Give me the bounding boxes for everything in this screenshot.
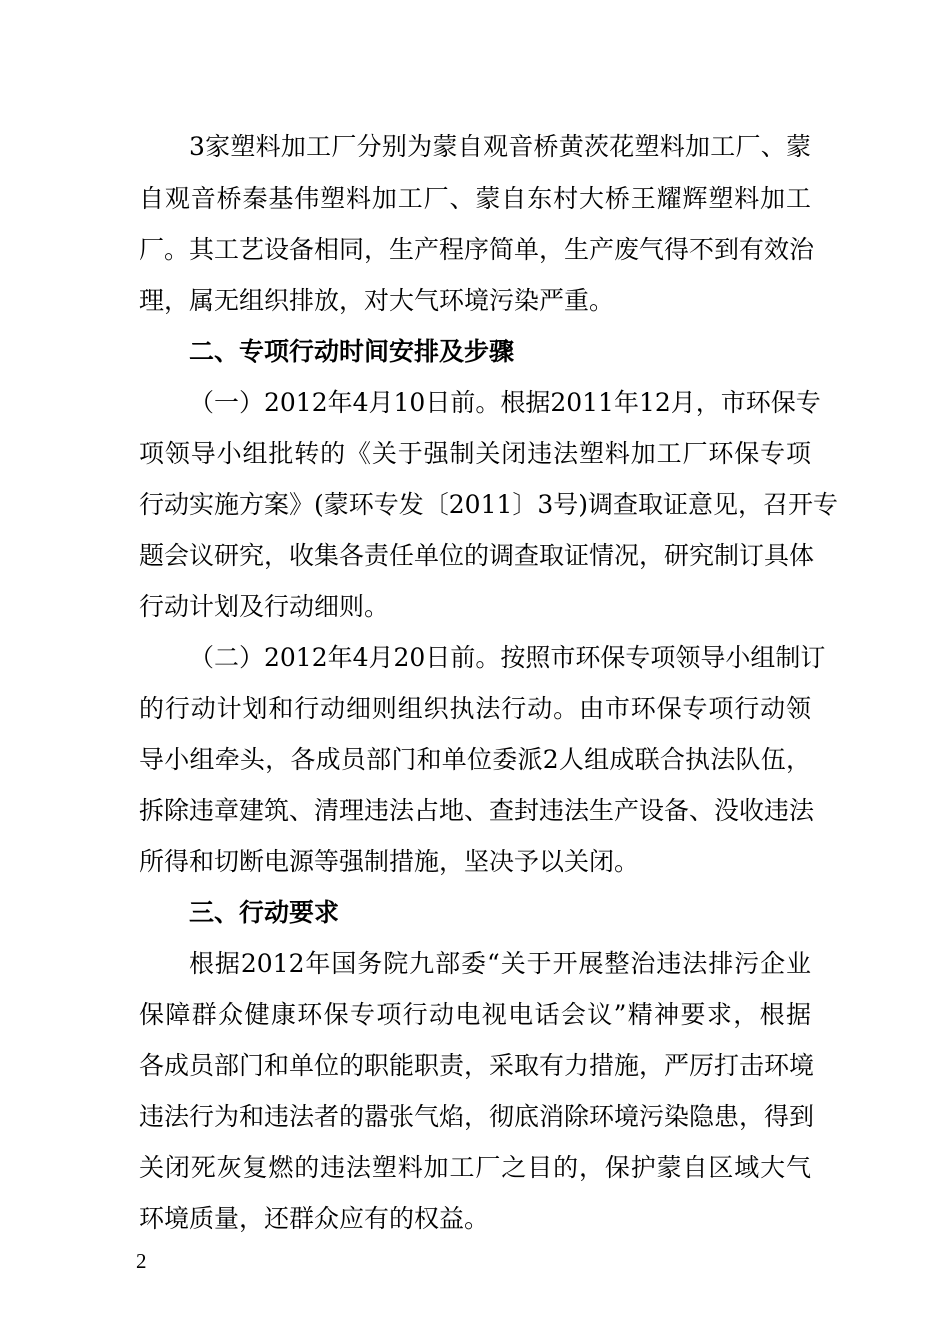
paragraph-3-line-3: 导小组牵头，各成员部门和单位委派2人组成联合执法队伍， [139, 745, 811, 774]
paragraph-1-line-4: 理，属无组织排放，对大气环境污染严重。 [139, 286, 615, 315]
paragraph-4-line-3: 各成员部门和单位的职能职责，采取有力措施，严厉打击环境 [139, 1051, 815, 1080]
paragraph-2-line-4: 题会议研究，收集各责任单位的调查取证情况，研究制订具体 [139, 541, 815, 570]
page-number: 2 [136, 1249, 147, 1273]
paragraph-3-line-1: （二）2012年4月20日前。按照市环保专项领导小组制订 [189, 643, 826, 672]
paragraph-4-line-2: 保障群众健康环保专项行动电视电话会议”精神要求，根据 [139, 1000, 811, 1029]
paragraph-3-line-2: 的行动计划和行动细则组织执法行动。由市环保专项行动领 [139, 694, 811, 723]
paragraph-4-line-5: 关闭死灰复燃的违法塑料加工厂之目的，保护蒙自区域大气 [139, 1153, 811, 1182]
paragraph-2-line-3: 行动实施方案》(蒙环专发〔2011〕3号)调查取证意见，召开专 [139, 490, 839, 519]
paragraph-1-line-3: 厂。其工艺设备相同，生产程序简单，生产废气得不到有效治 [139, 235, 815, 264]
paragraph-2-line-1: （一）2012年4月10日前。根据2011年12月，市环保专 [189, 388, 821, 417]
paragraph-2-line-5: 行动计划及行动细则。 [139, 592, 390, 621]
paragraph-3-line-4: 拆除违章建筑、清理违法占地、查封违法生产设备、没收违法 [139, 796, 815, 825]
paragraph-2-line-2: 项领导小组批转的《关于强制关闭违法塑料加工厂环保专项 [139, 439, 811, 468]
paragraph-4-line-4: 违法行为和违法者的嚣张气焰，彻底消除环境污染隐患，得到 [139, 1102, 815, 1131]
paragraph-4-line-6: 环境质量，还群众应有的权益。 [139, 1204, 490, 1233]
paragraph-1-line-1: 3家塑料加工厂分别为蒙自观音桥黄茨花塑料加工厂、蒙 [189, 132, 811, 161]
section-heading-3: 三、行动要求 [189, 898, 340, 927]
section-heading-2: 二、专项行动时间安排及步骤 [189, 337, 515, 366]
paragraph-4-line-1: 根据2012年国务院九部委“关于开展整治违法排污企业 [189, 949, 811, 978]
paragraph-1-line-2: 自观音桥秦基伟塑料加工厂、蒙自东村大桥王耀辉塑料加工 [139, 184, 811, 213]
paragraph-3-line-5: 所得和切断电源等强制措施，坚决予以关闭。 [139, 847, 640, 876]
